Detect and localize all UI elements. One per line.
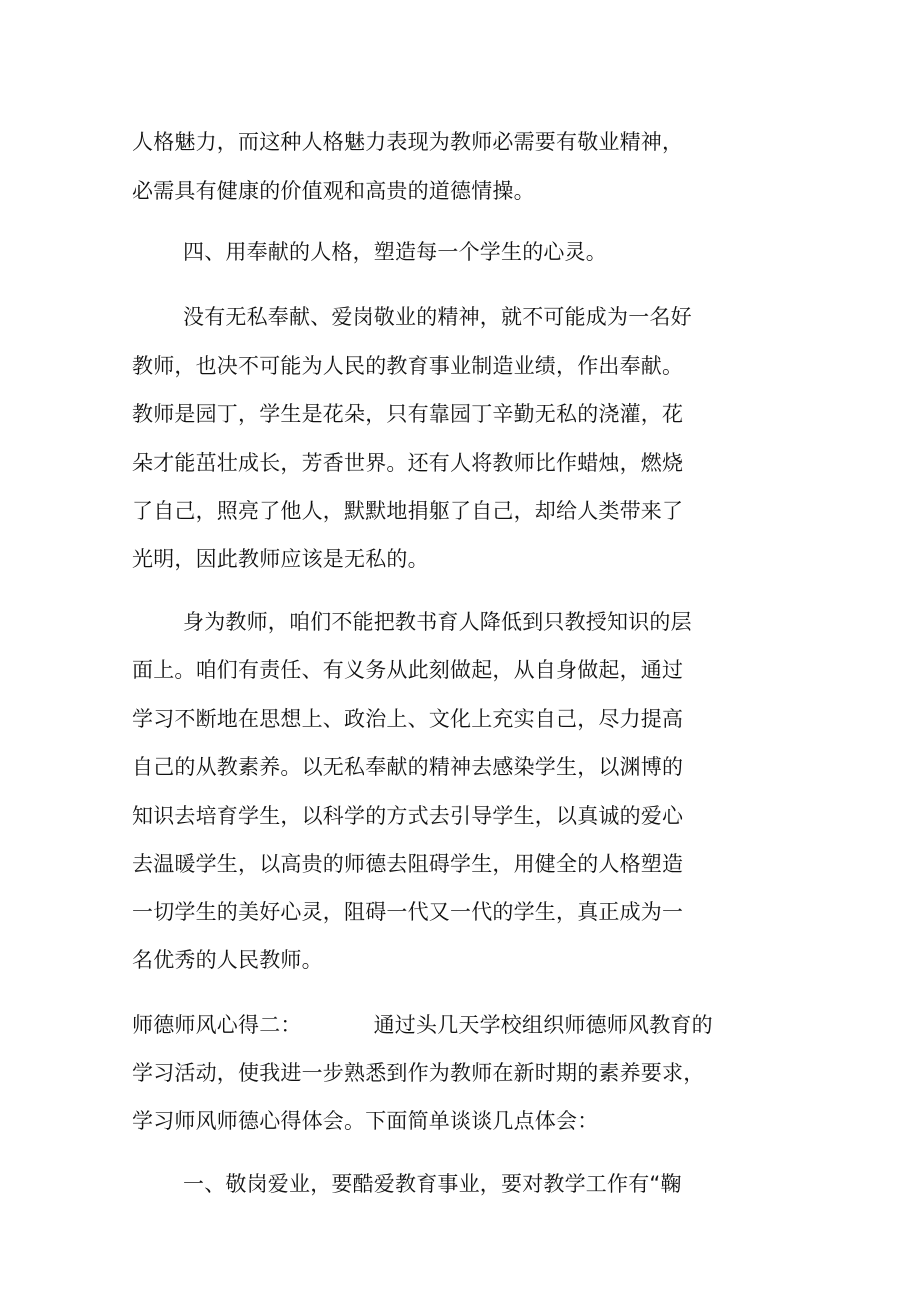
text-line: 朵才能茁壮成长，芳香世界。还有人将教师比作蜡烛，燃烧 bbox=[132, 451, 684, 475]
text-line: 必需具有健康的价值观和高贵的道德情操。 bbox=[132, 179, 535, 203]
text-line: 没有无私奉献、爱岗敬业的精神，就不可能成为一名好 bbox=[183, 305, 692, 329]
text-line: 一、敬岗爱业，要酷爱教育事业，要对教学工作有“鞠 bbox=[183, 1172, 682, 1196]
text-line: 光明，因此教师应该是无私的。 bbox=[132, 547, 429, 571]
text-line: 学习活动，使我进一步熟悉到作为教师在新时期的素养要求， bbox=[132, 1061, 705, 1085]
text-line: 教师，也决不可能为人民的教育事业制造业绩，作出奉献。 bbox=[132, 354, 684, 378]
text-line: 一切学生的美好心灵，阻碍一代又一代的学生，真正成为一 bbox=[132, 900, 684, 924]
text-line: 了自己，照亮了他人，默默地捐躯了自己，却给人类带来了 bbox=[132, 499, 684, 523]
text-line: 知识去培育学生，以科学的方式去引导学生，以真诚的爱心 bbox=[132, 804, 684, 828]
section-intro: 通过头几天学校组织师德师风教育的 bbox=[373, 1013, 713, 1037]
text-line: 去温暖学生，以高贵的师德去阻碍学生，用健全的人格塑造 bbox=[132, 852, 684, 876]
text-line: 人格魅力，而这种人格魅力表现为教师必需要有敬业精神， bbox=[132, 130, 684, 154]
section-title: 师德师风心得二： bbox=[132, 1013, 302, 1037]
text-line: 名优秀的人民教师。 bbox=[132, 948, 323, 972]
text-line: 学习师风师德心得体会。下面简单谈谈几点体会： bbox=[132, 1109, 599, 1133]
text-line: 教师是园丁，学生是花朵，只有靠园丁辛勤无私的浇灌，花 bbox=[132, 402, 684, 426]
text-line: 自己的从教素养。以无私奉献的精神去感染学生，以渊博的 bbox=[132, 755, 684, 779]
section-title-line bbox=[132, 1011, 713, 1039]
text-line: 身为教师，咱们不能把教书育人降低到只教授知识的层 bbox=[183, 610, 692, 634]
text-line: 学习不断地在思想上、政治上、文化上充实自己，尽力提高 bbox=[132, 707, 684, 731]
text-line: 面上。咱们有责任、有义务从此刻做起，从自身做起，通过 bbox=[132, 658, 684, 682]
section-heading: 四、用奉献的人格，塑造每一个学生的心灵。 bbox=[183, 240, 607, 264]
